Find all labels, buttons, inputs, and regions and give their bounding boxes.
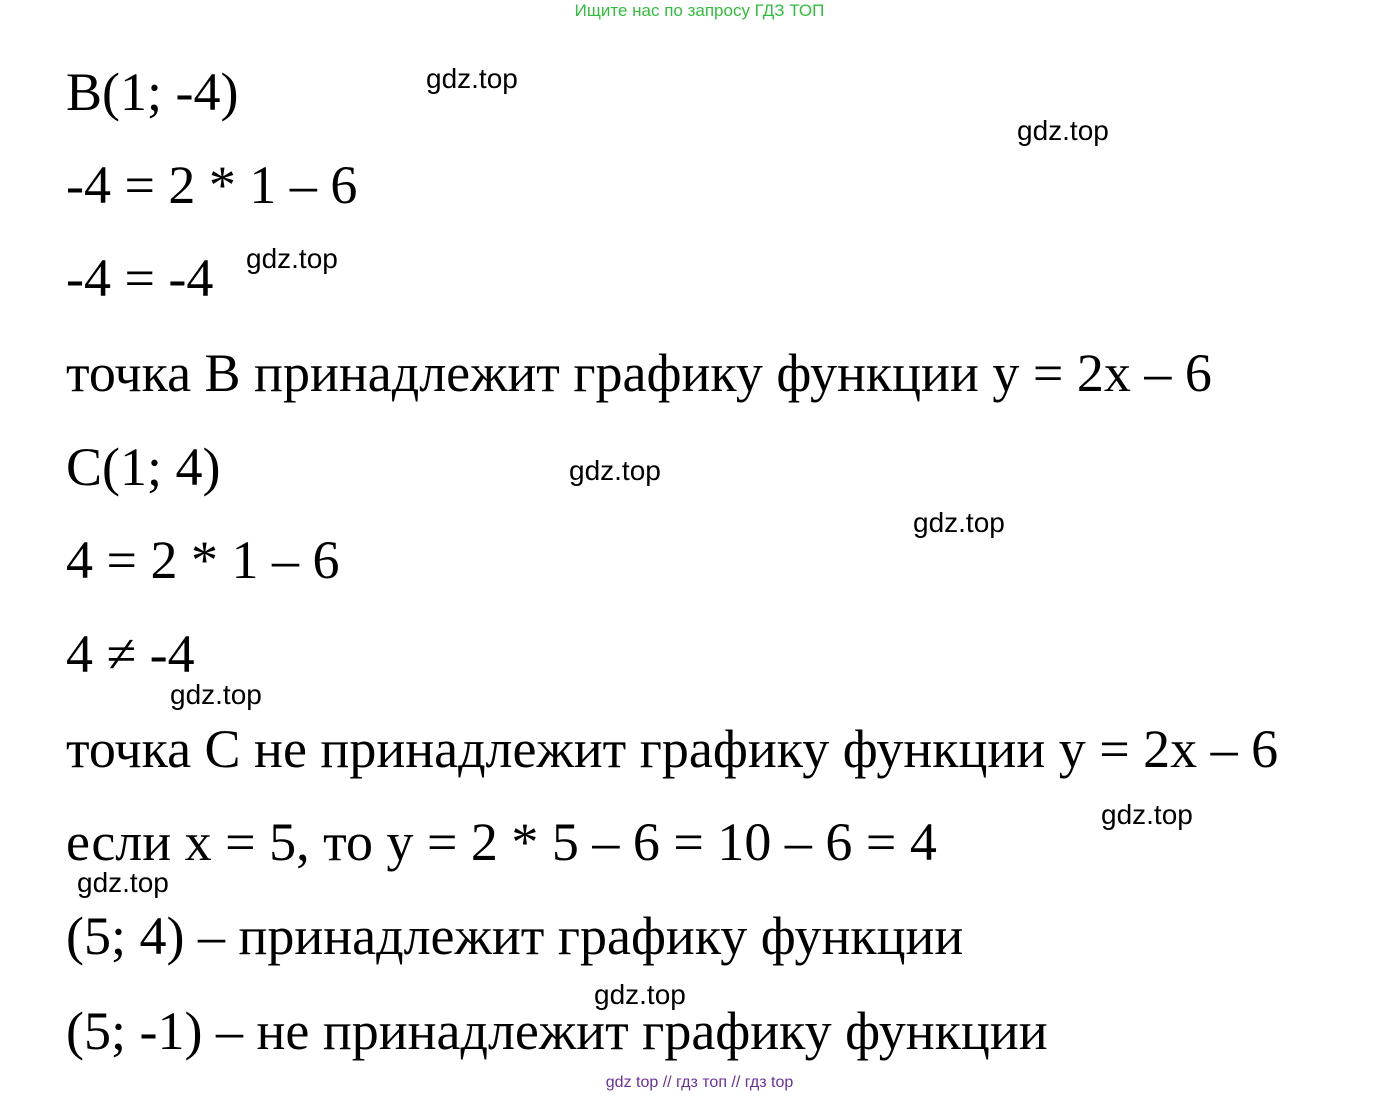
watermark-5: gdz.top (913, 507, 1005, 538)
watermark-8: gdz.top (77, 867, 169, 898)
solution-line-11: (5; -1) – не принадлежит графику функции (66, 1001, 1048, 1061)
solution-line-4: точка B принадлежит графику функции y = 2x – 6 (66, 343, 1212, 403)
header-search-note: Ищите нас по запросу ГДЗ ТОП (574, 1, 825, 20)
watermark-2: gdz.top (1017, 115, 1109, 146)
solution-line-9: если x = 5, то y = 2 * 5 – 6 = 10 – 6 = 4 (66, 812, 937, 872)
solution-line-1: B(1; -4) (66, 62, 239, 122)
watermark-7: gdz.top (1101, 799, 1193, 830)
watermark-4: gdz.top (569, 455, 661, 486)
solution-line-7: 4 ≠ -4 (66, 624, 195, 684)
watermark-6: gdz.top (170, 679, 262, 710)
solution-line-5: C(1; 4) (66, 437, 221, 497)
solution-line-10: (5; 4) – принадлежит графику функции (66, 906, 964, 966)
solution-line-3: -4 = -4 (66, 248, 214, 308)
watermark-3: gdz.top (246, 243, 338, 274)
solution-line-6: 4 = 2 * 1 – 6 (66, 530, 340, 590)
solution-line-8: точка C не принадлежит графику функции y = 2x – 6 (66, 719, 1279, 779)
watermark-9: gdz.top (594, 979, 686, 1010)
footer-links-note: gdz top // гдз топ // гдз top (605, 1074, 794, 1091)
solution-line-2: -4 = 2 * 1 – 6 (66, 155, 358, 215)
watermark-1: gdz.top (426, 63, 518, 94)
